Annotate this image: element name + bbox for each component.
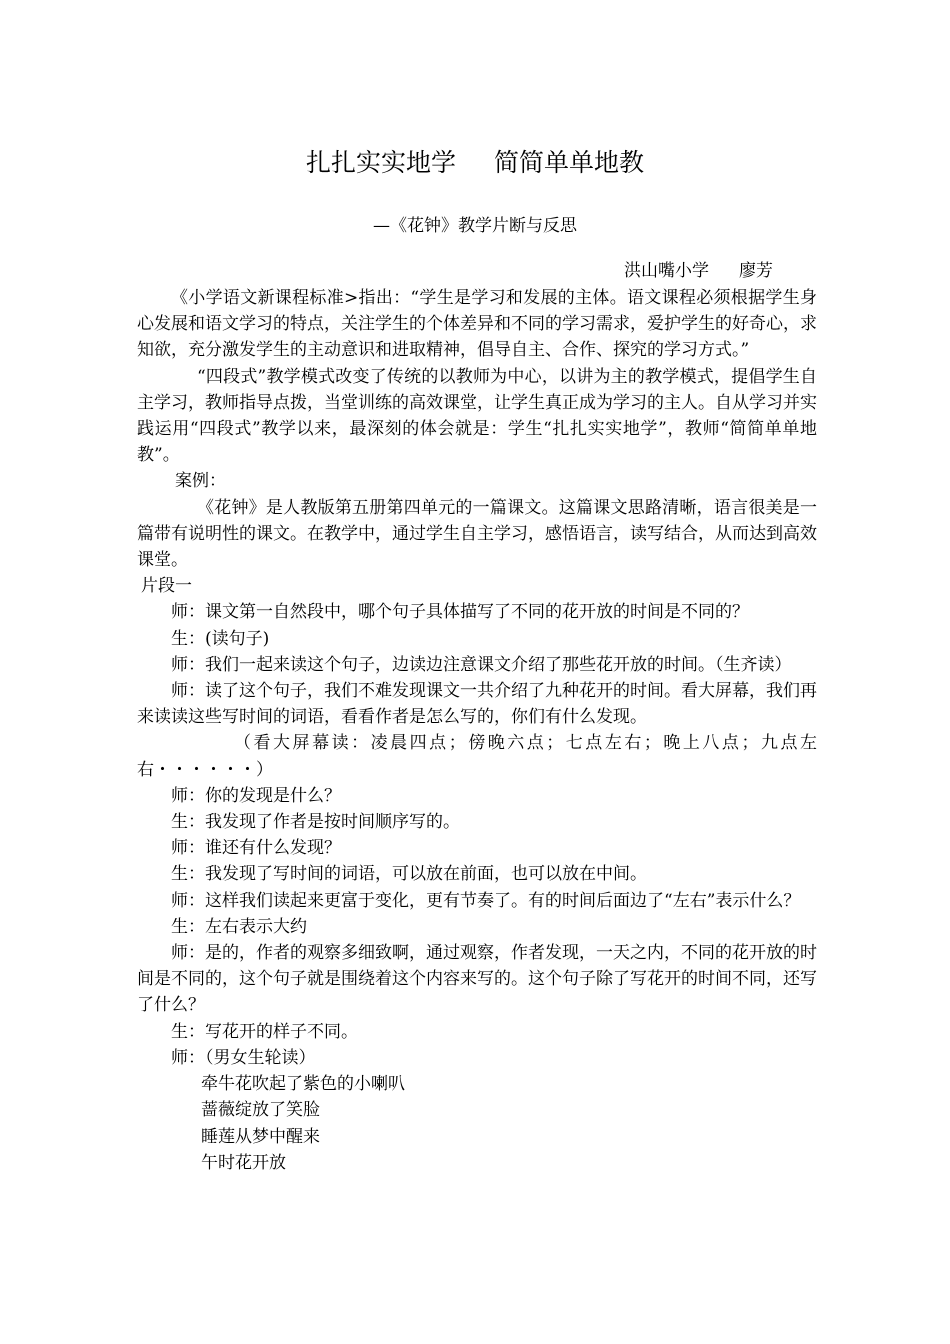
case-label: 案例： xyxy=(175,471,226,492)
section-heading: 片段一 xyxy=(141,576,192,597)
dialogue-line: 师：你的发现是什么？ xyxy=(171,785,341,806)
document-body xyxy=(137,285,817,1176)
screen-reading-note: （看大屏幕读：凌晨四点；傍晚六点；七点左右；晚上八点；九点左右・・・・・・） xyxy=(137,733,817,780)
author-name: 廖芳 xyxy=(739,261,773,281)
author-line xyxy=(624,259,773,283)
dialogue-line: 生：左右表示大约 xyxy=(171,916,307,937)
poem-line: 蔷薇绽放了笑脸 xyxy=(201,1100,320,1121)
dialogue-line: 生：写花开的样子不同。 xyxy=(171,1021,358,1042)
poem-line: 牵牛花吹起了紫色的小喇叭 xyxy=(201,1074,405,1095)
dialogue-line: 师：这样我们读起来更富于变化，更有节奏了。有的时间后面边了“左右”表示什么？ xyxy=(171,890,801,911)
dialogue-line: 师：（男女生轮读） xyxy=(171,1047,316,1068)
poem-line: 睡莲从梦中醒来 xyxy=(201,1126,320,1147)
dialogue-line: 生：(读句子) xyxy=(171,628,270,649)
dialogue-line: 生：我发现了写时间的词语，可以放在前面，也可以放在中间。 xyxy=(171,864,647,885)
poem-line: 午时花开放 xyxy=(201,1152,286,1173)
title-left: 扎扎实实地学 xyxy=(305,148,456,177)
dialogue-line: 师：我们一起来读这个句子，边读边注意课文介绍了那些花开放的时间。（生齐读） xyxy=(171,654,792,675)
page-title xyxy=(0,146,950,180)
paragraph-standard: 《小学语文新课程标准>指出：“学生是学习和发展的主体。语文课程必须根据学生身心发展和语文学习的特点，关注学生的个体差异和不同的学习需求，爱护学生的好奇心，求知欲，充分激发学生的主动意识和进取精神，倡导自主、合作、探究的学习方式。” xyxy=(137,288,817,361)
title-right: 简简单单地教 xyxy=(494,148,645,177)
author-school: 洪山嘴小学 xyxy=(624,261,709,281)
dialogue-line: 师：谁还有什么发现？ xyxy=(171,838,341,859)
dialogue-line: 师：读了这个句子，我们不难发现课文一共介绍了九种花开的时间。看大屏幕，我们再来读读这些写时间的词语，看看作者是怎么写的，你们有什么发现。 xyxy=(137,681,817,728)
dialogue-line: 师：是的，作者的观察多细致啊，通过观察，作者发现，一天之内，不同的花开放的时间是不同的，这个句子就是围绕着这个内容来写的。这个句子除了写花开的时间不同，还写了什么？ xyxy=(137,943,817,1016)
dialogue-line: 生：我发现了作者是按时间顺序写的。 xyxy=(171,812,460,833)
paragraph-model: “四段式”教学模式改变了传统的以教师为中心，以讲为主的教学模式，提倡学生自主学习，教师指导点拨，当堂训练的高效课堂，让学生真正成为学习的主人。自从学习并实践运用“四段式”教学以来，最深刻的体会就是：学生“扎扎实实地学”，教师“简简单单地教”。 xyxy=(137,366,817,466)
dialogue-line: 师：课文第一自然段中，哪个句子具体描写了不同的花开放的时间是不同的？ xyxy=(171,602,749,623)
subtitle: —《花钟》教学片断与反思 xyxy=(373,216,577,236)
paragraph-intro: 《花钟》是人教版第五册第四单元的一篇课文。这篇课文思路清晰，语言很美是一篇带有说明性的课文。在教学中，通过学生自主学习，感悟语言，读写结合，从而达到高效课堂。 xyxy=(137,497,817,571)
